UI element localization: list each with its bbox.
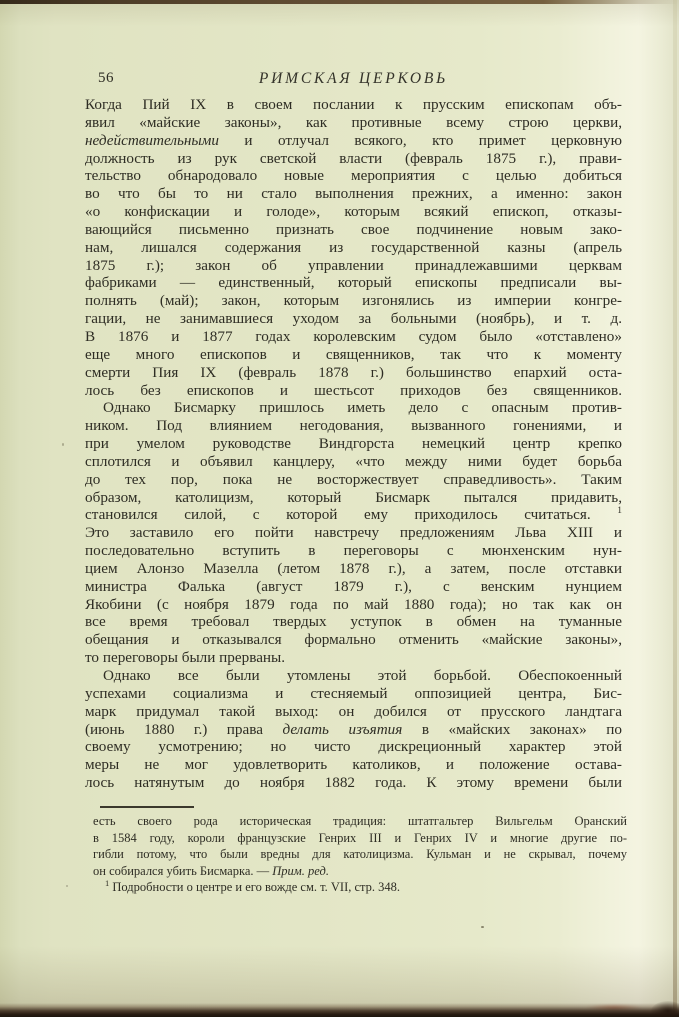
body-line [85, 274, 622, 292]
body-line [85, 435, 622, 453]
text-run: обещания и отказывался формально отменить «майские законы», [85, 631, 622, 649]
text-run: фабриками — единственный, который епископы предписали вы- [85, 274, 622, 292]
text-run: в 1584 году, короли французские Генрих III и Генрих IV и многие другие по- [93, 830, 627, 845]
text-run: лось без епископов и шестьсот приходов без священников. [85, 381, 622, 399]
body-line [85, 310, 622, 328]
text-run: Когда Пий IX в своем послании к прусским епископам объ- [85, 96, 622, 113]
text-run: он собирался убить Бисмарка. — [93, 863, 273, 878]
body-line [85, 328, 622, 346]
text-run: Якобини (с ноября 1879 года по май 1880 года); но так как он [85, 595, 622, 613]
footnote-reference: 1 [105, 879, 110, 889]
body-line [85, 346, 622, 364]
text-run: и отлучал всякого, кто примет церковную [218, 131, 622, 149]
body-line [85, 167, 622, 185]
body-line [85, 185, 622, 203]
footnote-line [93, 846, 627, 863]
page-header [85, 70, 622, 90]
page-bottom-edge [0, 1003, 679, 1017]
footnote-section [93, 813, 627, 896]
body-line [85, 364, 622, 382]
text-run: явил «майские законы», как противные всему строю церкви, [85, 113, 622, 131]
footnote-line [93, 863, 627, 880]
text-run: успехами социализма и стесняемый оппозицией центра, Бис- [85, 684, 622, 702]
body-line [85, 96, 622, 114]
text-run: становился силой, с которой ему приходилось считаться. [85, 506, 618, 524]
body-line [85, 560, 622, 578]
text-run: 1875 г.); закон об управлении принадлежавшими церквам [85, 256, 622, 274]
text-run: ником. Под влиянием негодования, вызванного гонениями, и [85, 417, 622, 435]
body-line [85, 399, 622, 417]
text-run: есть своего рода историческая традиция: штатгальтер Вильгельм Оранский [93, 814, 627, 828]
scan-artifact [66, 885, 68, 887]
text-run: В 1876 и 1877 годах королевским судом было «отставлено» [85, 327, 622, 345]
text-run: образом, католицизм, который Бисмарк пытался придавить, [85, 488, 622, 506]
body-line [85, 453, 622, 471]
emphasized-text: делать изъятия [282, 720, 403, 738]
body-line [85, 471, 622, 489]
body-line [85, 667, 622, 685]
text-run: марк придумал такой выход: он добился от прусского ландтага [85, 702, 622, 720]
body-line [85, 649, 622, 667]
text-run: при умелом руководстве Виндгорста немецкий центр крепко [85, 435, 622, 453]
text-run: цием Алонзо Мазелла (летом 1878 г.), а затем, после отставки [85, 559, 622, 577]
text-run: Однако Бисмарку пришлось иметь дело с опасным против- [103, 399, 622, 417]
body-line [85, 239, 622, 257]
body-line [85, 292, 622, 310]
body-line [85, 417, 622, 435]
body-line [85, 506, 622, 524]
text-run: сплотился и объявил канцлеру, «что между ними будет борьба [85, 452, 622, 470]
body-line [85, 685, 622, 703]
body-line [85, 489, 622, 507]
body-line [85, 738, 622, 756]
body-line [85, 542, 622, 560]
page-number: 56 [98, 70, 114, 86]
text-run: до тех пор, пока не восторжествует справедливость». Таким [85, 470, 622, 488]
body-line [85, 132, 622, 150]
body-line [85, 596, 622, 614]
text-run: полнять (май); закон, которым изгонялись из империи конгре- [85, 292, 622, 310]
text-run: гации, не занимавшиеся уходом за больными (ноябрь), и т. д. [85, 310, 622, 328]
page-right-edge [673, 0, 677, 1017]
body-line [85, 703, 622, 721]
body-line [85, 631, 622, 649]
text-run: Подробности о центре и его вожде см. т. VII, стр. 348. [109, 880, 401, 895]
emphasized-text: Прим. ред. [272, 863, 329, 878]
text-run: (июнь 1880 г.) права [85, 720, 283, 738]
body-line [85, 114, 622, 132]
footnote-line [93, 879, 627, 896]
text-run: во что бы то ни стало выполнения прежних, а именно: закон [85, 185, 622, 203]
text-run: должность из рук светской власти (февраль 1875 г.), прави- [85, 149, 622, 167]
scan-artifact [62, 443, 64, 446]
text-run: своему усмотрению; но чисто дискреционный характер этой [85, 738, 622, 756]
footnote-separator [100, 806, 194, 808]
page-top-edge [0, 0, 679, 4]
text-run: министра Фалька (август 1879 г.), с венским нунцием [85, 577, 622, 595]
page-body-text [85, 96, 622, 792]
text-run: смерти Пия IX (февраль 1878 г.) большинство епархий оста- [85, 363, 622, 381]
body-line [85, 613, 622, 631]
text-run: Однако все были утомлены этой борьбой. Обеспокоенный [103, 667, 622, 684]
body-line [85, 221, 622, 239]
body-line [85, 756, 622, 774]
text-run: меры не мог удовлетворить католиков, и положение остава- [85, 756, 622, 774]
body-line [85, 257, 622, 275]
text-run: «о конфискации и голоде», которым всякий епископ, отказы- [85, 203, 622, 221]
footnote-reference: 1 [617, 506, 622, 517]
footnote-line [93, 830, 627, 847]
text-run: нам, лишался содержания из государственной казны (апрель [85, 238, 622, 256]
text-run: гибли потому, что были вредны для католицизма. Кульман и не скрывал, почему [93, 847, 627, 862]
text-run: вающийся письменно признать свое подчинение новым зако- [85, 220, 622, 238]
body-line [85, 382, 622, 400]
text-run: все время требовал твердых уступок в обмен на туманные [85, 613, 622, 631]
footnote-line [93, 813, 627, 830]
body-line [85, 774, 622, 792]
body-line [85, 721, 622, 739]
body-line [85, 524, 622, 542]
text-run: лось натянутым до ноября 1882 года. К этому времени были [85, 774, 622, 792]
text-run: тельство обнародовало новые мероприятия с целью добиться [85, 167, 622, 185]
text-run: то переговоры были прерваны. [85, 649, 286, 667]
text-run: в «майских законах» по [402, 720, 622, 738]
running-title: РИМСКАЯ ЦЕРКОВЬ [258, 70, 449, 87]
text-run: еще много епископов и священников, так что к моменту [85, 345, 622, 363]
text-run: последовательно вступить в переговоры с мюнхенским нун- [85, 542, 622, 560]
body-line [85, 150, 622, 168]
text-run: Это заставило его пойти навстречу предложениям Льва XIII и [85, 524, 622, 542]
emphasized-text: недействительными [85, 131, 219, 149]
body-line [85, 578, 622, 596]
page-bottom-corner-shadow [651, 1001, 679, 1017]
body-line [85, 203, 622, 221]
scan-artifact [481, 926, 484, 928]
